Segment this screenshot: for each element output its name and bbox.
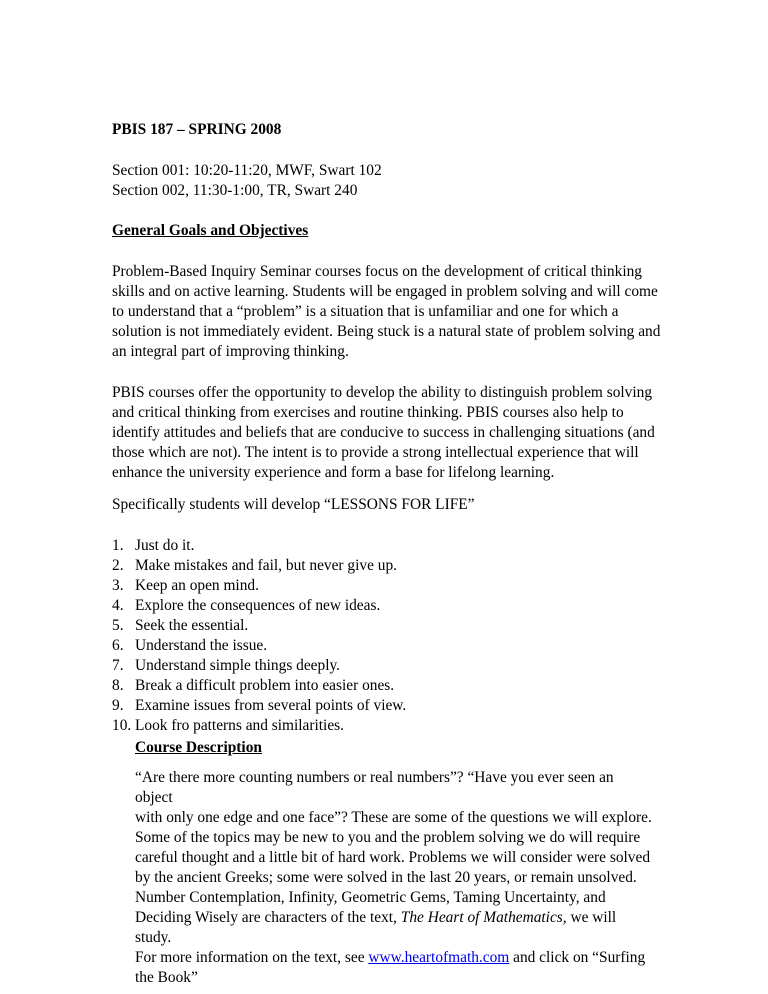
list-item-number: 8.: [112, 677, 124, 694]
list-item-text: Make mistakes and fail, but never give up.: [135, 557, 397, 574]
list-item: [112, 576, 672, 596]
document-title: PBIS 187 – SPRING 2008: [112, 121, 282, 138]
list-item-number: 10.: [112, 717, 132, 734]
list-item-number: 6.: [112, 637, 124, 654]
list-item: [112, 536, 672, 556]
list-item-text: Just do it.: [135, 537, 195, 554]
section-002-schedule: Section 002, 11:30-1:00, TR, Swart 240: [112, 182, 358, 199]
list-item-number: 7.: [112, 657, 124, 674]
list-item: [112, 716, 672, 736]
list-item-number: 5.: [112, 617, 124, 634]
list-item-number: 1.: [112, 537, 124, 554]
course-description-paragraph: [135, 768, 655, 988]
heartofmath-link[interactable]: www.heartofmath.com: [368, 949, 510, 966]
list-item-text: Look fro patterns and similarities.: [135, 717, 345, 734]
list-item: [112, 596, 672, 616]
list-item: [112, 656, 672, 676]
book-title: The Heart of Mathematics,: [400, 909, 567, 926]
lessons-list: [112, 536, 672, 736]
section-001-schedule: Section 001: 10:20-11:20, MWF, Swart 102: [112, 162, 382, 179]
course-description-heading: Course Description: [135, 739, 262, 756]
list-item-number: 4.: [112, 597, 124, 614]
course-text-part-1: “Are there more counting numbers or real numbers”? “Have you ever seen an object with only one edge and one face”? These are some of the questions we will explore. Some of the topics may be new to you and the problem solving we do will require careful thought and a little bit of hard work. Problems we will consider were solved by the ancient Greeks; some were solved in the last 20 years, or remain unsolved. Number Contemplation, Infinity, Geometric Gems, Taming Uncertainty, and Deciding Wisely are characters of the text,: [135, 769, 652, 926]
list-item: [112, 616, 672, 636]
list-item-number: 9.: [112, 697, 124, 714]
lessons-intro: Specifically students will develop “LESSONS FOR LIFE”: [112, 496, 475, 513]
list-item: [112, 556, 672, 576]
goals-heading: General Goals and Objectives: [112, 222, 309, 239]
list-item-text: Understand simple things deeply.: [135, 657, 341, 674]
list-item: [112, 676, 672, 696]
list-item-text: Seek the essential.: [135, 617, 249, 634]
list-item-text: Examine issues from several points of view.: [135, 697, 407, 714]
list-item-text: Explore the consequences of new ideas.: [135, 597, 381, 614]
goals-paragraph-2: PBIS courses offer the opportunity to develop the ability to distinguish problem solving and critical thinking from exercises and routine thinking. PBIS courses also help to identify attitudes and beliefs that are conducive to success in challenging situations (and those which are not). The intent is to provide a strong intellectual experience that will enhance the university experience and form a base for lifelong learning.: [112, 384, 655, 481]
course-text-part-3: and click on “Surfing the Book”: [135, 949, 646, 986]
list-item-text: Understand the issue.: [135, 637, 268, 654]
goals-paragraph-1: Problem-Based Inquiry Seminar courses focus on the development of critical thinking skills and on active learning. Students will be engaged in problem solving and will come to understand that a “problem” is a situation that is unfamiliar and one for which a solution is not immediately evident. Being stuck is a natural state of problem solving and an integral part of improving thinking.: [112, 263, 661, 360]
list-item: [112, 696, 672, 716]
course-text-part-2: we will study. For more information on the text, see: [135, 909, 617, 966]
list-item-number: 2.: [112, 557, 124, 574]
list-item-text: Break a difficult problem into easier ones.: [135, 677, 395, 694]
list-item-number: 3.: [112, 577, 124, 594]
list-item: [112, 636, 672, 656]
list-item-text: Keep an open mind.: [135, 577, 259, 594]
